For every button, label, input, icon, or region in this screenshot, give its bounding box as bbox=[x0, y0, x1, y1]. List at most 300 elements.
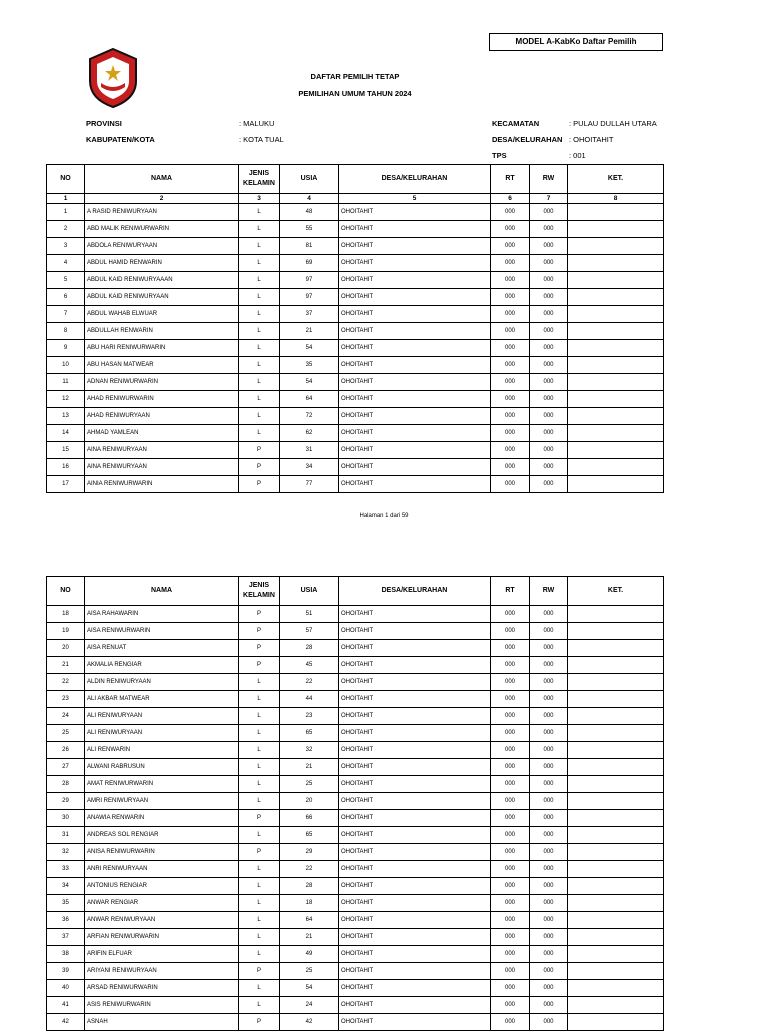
cell-rw: 000 bbox=[530, 255, 568, 272]
cell-desa: OHOITAHIT bbox=[339, 674, 491, 691]
cell-rw: 000 bbox=[530, 844, 568, 861]
cell-nama: AHAD RENIWURWARIN bbox=[85, 391, 239, 408]
cell-desa: OHOITAHIT bbox=[339, 725, 491, 742]
cell-nama: ABDUL HAMID RENWARIN bbox=[85, 255, 239, 272]
table-row bbox=[47, 640, 664, 657]
cell-jenis-kelamin: P bbox=[239, 810, 280, 827]
cell-no: 34 bbox=[47, 878, 85, 895]
cell-rt: 000 bbox=[491, 408, 530, 425]
table-row bbox=[47, 708, 664, 725]
cell-ket bbox=[568, 980, 664, 997]
cell-nama: ALI RENIWURYAAN bbox=[85, 708, 239, 725]
cell-no: 38 bbox=[47, 946, 85, 963]
cell-rt: 000 bbox=[491, 674, 530, 691]
cell-desa: OHOITAHIT bbox=[339, 340, 491, 357]
cell-desa: OHOITAHIT bbox=[339, 221, 491, 238]
cell-ket bbox=[568, 459, 664, 476]
info-value: : MALUKU bbox=[239, 119, 275, 128]
cell-jenis-kelamin: L bbox=[239, 306, 280, 323]
column-number: 5 bbox=[339, 194, 491, 204]
cell-jenis-kelamin: P bbox=[239, 476, 280, 493]
cell-nama: AKMALIA RENGIAR bbox=[85, 657, 239, 674]
cell-rt: 000 bbox=[491, 997, 530, 1014]
cell-nama: ABDUL KAID RENIWURYAAAN bbox=[85, 272, 239, 289]
cell-ket bbox=[568, 340, 664, 357]
cell-ket bbox=[568, 408, 664, 425]
cell-ket bbox=[568, 204, 664, 221]
cell-no: 40 bbox=[47, 980, 85, 997]
table-row bbox=[47, 606, 664, 623]
cell-rt: 000 bbox=[491, 323, 530, 340]
cell-no: 14 bbox=[47, 425, 85, 442]
cell-no: 25 bbox=[47, 725, 85, 742]
cell-jenis-kelamin: P bbox=[239, 442, 280, 459]
cell-ket bbox=[568, 929, 664, 946]
cell-rt: 000 bbox=[491, 827, 530, 844]
cell-rw: 000 bbox=[530, 742, 568, 759]
info-label: KECAMATAN bbox=[492, 119, 540, 128]
table-row bbox=[47, 476, 664, 493]
cell-jenis-kelamin: L bbox=[239, 340, 280, 357]
cell-rt: 000 bbox=[491, 929, 530, 946]
cell-nama: AINA RENIWURYAAN bbox=[85, 459, 239, 476]
column-number: 2 bbox=[85, 194, 239, 204]
cell-ket bbox=[568, 844, 664, 861]
cell-rw: 000 bbox=[530, 204, 568, 221]
cell-rw: 000 bbox=[530, 289, 568, 306]
cell-rt: 000 bbox=[491, 912, 530, 929]
cell-nama: A RASID RENIWURYAAN bbox=[85, 204, 239, 221]
cell-rt: 000 bbox=[491, 640, 530, 657]
info-row-kabupaten bbox=[86, 132, 284, 148]
cell-ket bbox=[568, 776, 664, 793]
cell-jenis-kelamin: L bbox=[239, 793, 280, 810]
cell-ket bbox=[568, 657, 664, 674]
table-row bbox=[47, 408, 664, 425]
cell-jenis-kelamin: L bbox=[239, 912, 280, 929]
cell-rt: 000 bbox=[491, 391, 530, 408]
cell-no: 35 bbox=[47, 895, 85, 912]
cell-desa: OHOITAHIT bbox=[339, 459, 491, 476]
cell-no: 39 bbox=[47, 963, 85, 980]
cell-nama: ARIYANI RENIWURYAAN bbox=[85, 963, 239, 980]
header-rt: RT bbox=[491, 577, 530, 606]
cell-nama: ARIFIN ELFUAR bbox=[85, 946, 239, 963]
cell-rw: 000 bbox=[530, 442, 568, 459]
cell-no: 24 bbox=[47, 708, 85, 725]
column-number: 7 bbox=[530, 194, 568, 204]
cell-desa: OHOITAHIT bbox=[339, 742, 491, 759]
cell-nama: ABU HARI RENIWURWARIN bbox=[85, 340, 239, 357]
cell-ket bbox=[568, 861, 664, 878]
cell-no: 22 bbox=[47, 674, 85, 691]
cell-rw: 000 bbox=[530, 827, 568, 844]
table-row bbox=[47, 272, 664, 289]
cell-usia: 45 bbox=[280, 657, 339, 674]
cell-desa: OHOITAHIT bbox=[339, 408, 491, 425]
cell-nama: ANDREAS SOL RENGIAR bbox=[85, 827, 239, 844]
cell-desa: OHOITAHIT bbox=[339, 306, 491, 323]
region-info-left bbox=[86, 116, 284, 148]
cell-jenis-kelamin: L bbox=[239, 929, 280, 946]
title-line-1: DAFTAR PEMILIH TETAP bbox=[310, 72, 400, 81]
cell-ket bbox=[568, 391, 664, 408]
cell-no: 36 bbox=[47, 912, 85, 929]
voter-table-page-2 bbox=[46, 576, 664, 1031]
cell-nama: ARSAD RENIWURWARIN bbox=[85, 980, 239, 997]
cell-jenis-kelamin: L bbox=[239, 827, 280, 844]
document-title bbox=[250, 68, 460, 102]
cell-ket bbox=[568, 255, 664, 272]
header-nama: NAMA bbox=[85, 577, 239, 606]
cell-desa: OHOITAHIT bbox=[339, 204, 491, 221]
cell-rt: 000 bbox=[491, 742, 530, 759]
cell-rw: 000 bbox=[530, 476, 568, 493]
table-row bbox=[47, 1014, 664, 1031]
info-value: : OHOITAHIT bbox=[569, 135, 614, 144]
cell-usia: 54 bbox=[280, 340, 339, 357]
cell-rw: 000 bbox=[530, 374, 568, 391]
cell-ket bbox=[568, 793, 664, 810]
cell-usia: 81 bbox=[280, 238, 339, 255]
cell-nama: ALI RENIWURYAAN bbox=[85, 725, 239, 742]
header-jenis-line1: JENIS bbox=[248, 170, 270, 177]
cell-jenis-kelamin: L bbox=[239, 997, 280, 1014]
cell-jenis-kelamin: L bbox=[239, 255, 280, 272]
cell-jenis-kelamin: L bbox=[239, 204, 280, 221]
table-row bbox=[47, 776, 664, 793]
cell-ket bbox=[568, 1014, 664, 1031]
cell-usia: 54 bbox=[280, 980, 339, 997]
cell-jenis-kelamin: L bbox=[239, 221, 280, 238]
cell-desa: OHOITAHIT bbox=[339, 963, 491, 980]
table-row bbox=[47, 997, 664, 1014]
region-info-right bbox=[492, 116, 657, 164]
cell-no: 20 bbox=[47, 640, 85, 657]
header-jenis-line1: JENIS bbox=[248, 582, 270, 589]
cell-rw: 000 bbox=[530, 623, 568, 640]
cell-nama: AMRI RENIWURYAAN bbox=[85, 793, 239, 810]
table-row bbox=[47, 827, 664, 844]
cell-rw: 000 bbox=[530, 776, 568, 793]
table-row bbox=[47, 691, 664, 708]
cell-rt: 000 bbox=[491, 340, 530, 357]
voter-rows-page-2 bbox=[47, 606, 664, 1031]
cell-usia: 29 bbox=[280, 844, 339, 861]
kpu-logo bbox=[86, 47, 140, 109]
cell-jenis-kelamin: P bbox=[239, 844, 280, 861]
cell-no: 37 bbox=[47, 929, 85, 946]
header-rw: RW bbox=[530, 165, 568, 194]
cell-nama: ALI AKBAR MATWEAR bbox=[85, 691, 239, 708]
cell-jenis-kelamin: P bbox=[239, 640, 280, 657]
cell-rw: 000 bbox=[530, 759, 568, 776]
table-row bbox=[47, 340, 664, 357]
cell-no: 41 bbox=[47, 997, 85, 1014]
cell-nama: AINA RENIWURYAAN bbox=[85, 442, 239, 459]
cell-usia: 55 bbox=[280, 221, 339, 238]
cell-desa: OHOITAHIT bbox=[339, 776, 491, 793]
cell-desa: OHOITAHIT bbox=[339, 357, 491, 374]
table-row bbox=[47, 425, 664, 442]
header-desa: DESA/KELURAHAN bbox=[339, 165, 491, 194]
cell-rt: 000 bbox=[491, 289, 530, 306]
table-row bbox=[47, 878, 664, 895]
header-no: NO bbox=[47, 577, 85, 606]
cell-ket bbox=[568, 725, 664, 742]
title-line-2: PEMILIHAN UMUM TAHUN 2024 bbox=[298, 89, 412, 98]
table-row bbox=[47, 725, 664, 742]
cell-usia: 21 bbox=[280, 929, 339, 946]
header-desa: DESA/KELURAHAN bbox=[339, 577, 491, 606]
cell-usia: 51 bbox=[280, 606, 339, 623]
cell-rt: 000 bbox=[491, 810, 530, 827]
voter-rows-page-1 bbox=[47, 204, 664, 493]
cell-usia: 25 bbox=[280, 963, 339, 980]
cell-rt: 000 bbox=[491, 793, 530, 810]
cell-rw: 000 bbox=[530, 997, 568, 1014]
info-label: PROVINSI bbox=[86, 119, 122, 128]
cell-no: 31 bbox=[47, 827, 85, 844]
cell-rt: 000 bbox=[491, 357, 530, 374]
column-number: 8 bbox=[568, 194, 664, 204]
cell-ket bbox=[568, 238, 664, 255]
cell-rt: 000 bbox=[491, 425, 530, 442]
cell-rw: 000 bbox=[530, 793, 568, 810]
cell-no: 32 bbox=[47, 844, 85, 861]
cell-usia: 37 bbox=[280, 306, 339, 323]
cell-no: 42 bbox=[47, 1014, 85, 1031]
cell-ket bbox=[568, 442, 664, 459]
table-header-row bbox=[47, 165, 664, 194]
cell-rw: 000 bbox=[530, 1014, 568, 1031]
cell-jenis-kelamin: P bbox=[239, 1014, 280, 1031]
table-row bbox=[47, 306, 664, 323]
cell-rt: 000 bbox=[491, 980, 530, 997]
cell-jenis-kelamin: L bbox=[239, 323, 280, 340]
cell-rt: 000 bbox=[491, 623, 530, 640]
table-row bbox=[47, 391, 664, 408]
table-row bbox=[47, 221, 664, 238]
cell-no: 15 bbox=[47, 442, 85, 459]
cell-ket bbox=[568, 357, 664, 374]
header-jenis-line2: KELAMIN bbox=[243, 592, 275, 599]
cell-ket bbox=[568, 946, 664, 963]
cell-rt: 000 bbox=[491, 759, 530, 776]
cell-usia: 23 bbox=[280, 708, 339, 725]
cell-usia: 24 bbox=[280, 997, 339, 1014]
table-row bbox=[47, 255, 664, 272]
cell-desa: OHOITAHIT bbox=[339, 997, 491, 1014]
cell-rt: 000 bbox=[491, 238, 530, 255]
cell-rt: 000 bbox=[491, 272, 530, 289]
info-row-desa bbox=[492, 132, 657, 148]
cell-desa: OHOITAHIT bbox=[339, 827, 491, 844]
cell-rw: 000 bbox=[530, 606, 568, 623]
table-row bbox=[47, 623, 664, 640]
cell-rw: 000 bbox=[530, 963, 568, 980]
cell-usia: 28 bbox=[280, 878, 339, 895]
cell-rt: 000 bbox=[491, 776, 530, 793]
cell-ket bbox=[568, 606, 664, 623]
table-row bbox=[47, 912, 664, 929]
cell-usia: 69 bbox=[280, 255, 339, 272]
cell-rt: 000 bbox=[491, 1014, 530, 1031]
cell-ket bbox=[568, 476, 664, 493]
cell-usia: 32 bbox=[280, 742, 339, 759]
cell-rt: 000 bbox=[491, 691, 530, 708]
cell-usia: 21 bbox=[280, 759, 339, 776]
cell-usia: 25 bbox=[280, 776, 339, 793]
cell-usia: 21 bbox=[280, 323, 339, 340]
cell-jenis-kelamin: P bbox=[239, 657, 280, 674]
cell-no: 29 bbox=[47, 793, 85, 810]
cell-usia: 28 bbox=[280, 640, 339, 657]
cell-jenis-kelamin: P bbox=[239, 623, 280, 640]
cell-desa: OHOITAHIT bbox=[339, 691, 491, 708]
cell-no: 17 bbox=[47, 476, 85, 493]
cell-desa: OHOITAHIT bbox=[339, 912, 491, 929]
cell-ket bbox=[568, 878, 664, 895]
cell-desa: OHOITAHIT bbox=[339, 708, 491, 725]
cell-rt: 000 bbox=[491, 606, 530, 623]
cell-ket bbox=[568, 759, 664, 776]
header-jenis-kelamin bbox=[239, 165, 280, 194]
cell-rt: 000 bbox=[491, 204, 530, 221]
cell-usia: 44 bbox=[280, 691, 339, 708]
cell-no: 10 bbox=[47, 357, 85, 374]
cell-nama: AHMAD YAMLEAN bbox=[85, 425, 239, 442]
cell-rw: 000 bbox=[530, 391, 568, 408]
cell-no: 16 bbox=[47, 459, 85, 476]
cell-usia: 97 bbox=[280, 272, 339, 289]
cell-usia: 64 bbox=[280, 391, 339, 408]
header-usia: USIA bbox=[280, 577, 339, 606]
cell-no: 23 bbox=[47, 691, 85, 708]
cell-rw: 000 bbox=[530, 459, 568, 476]
cell-nama: AISA RAHAWARIN bbox=[85, 606, 239, 623]
cell-ket bbox=[568, 623, 664, 640]
cell-usia: 72 bbox=[280, 408, 339, 425]
cell-rw: 000 bbox=[530, 691, 568, 708]
cell-jenis-kelamin: L bbox=[239, 776, 280, 793]
cell-nama: AISA RENUAT bbox=[85, 640, 239, 657]
form-model-label: MODEL A-KabKo Daftar Pemilih bbox=[489, 33, 663, 51]
cell-jenis-kelamin: P bbox=[239, 459, 280, 476]
cell-rw: 000 bbox=[530, 657, 568, 674]
cell-rw: 000 bbox=[530, 912, 568, 929]
header-jenis-kelamin bbox=[239, 577, 280, 606]
cell-rt: 000 bbox=[491, 844, 530, 861]
cell-rt: 000 bbox=[491, 221, 530, 238]
cell-nama: ANWAR RENIWURYAAN bbox=[85, 912, 239, 929]
cell-no: 9 bbox=[47, 340, 85, 357]
table-row bbox=[47, 980, 664, 997]
column-number-row bbox=[47, 194, 664, 204]
cell-nama: ABDUL WAHAB ELWUAR bbox=[85, 306, 239, 323]
cell-desa: OHOITAHIT bbox=[339, 810, 491, 827]
cell-ket bbox=[568, 691, 664, 708]
cell-desa: OHOITAHIT bbox=[339, 442, 491, 459]
header-rt: RT bbox=[491, 165, 530, 194]
cell-no: 33 bbox=[47, 861, 85, 878]
cell-desa: OHOITAHIT bbox=[339, 623, 491, 640]
cell-no: 4 bbox=[47, 255, 85, 272]
cell-rw: 000 bbox=[530, 323, 568, 340]
cell-desa: OHOITAHIT bbox=[339, 895, 491, 912]
cell-desa: OHOITAHIT bbox=[339, 425, 491, 442]
cell-nama: AMAT RENIWURWARIN bbox=[85, 776, 239, 793]
cell-usia: 57 bbox=[280, 623, 339, 640]
table-row bbox=[47, 238, 664, 255]
column-number: 3 bbox=[239, 194, 280, 204]
cell-desa: OHOITAHIT bbox=[339, 929, 491, 946]
cell-no: 13 bbox=[47, 408, 85, 425]
table-row bbox=[47, 674, 664, 691]
cell-no: 27 bbox=[47, 759, 85, 776]
cell-desa: OHOITAHIT bbox=[339, 657, 491, 674]
cell-rt: 000 bbox=[491, 476, 530, 493]
cell-rt: 000 bbox=[491, 657, 530, 674]
table-row bbox=[47, 793, 664, 810]
cell-desa: OHOITAHIT bbox=[339, 476, 491, 493]
cell-rw: 000 bbox=[530, 306, 568, 323]
cell-rt: 000 bbox=[491, 306, 530, 323]
table-row bbox=[47, 657, 664, 674]
cell-desa: OHOITAHIT bbox=[339, 272, 491, 289]
cell-usia: 77 bbox=[280, 476, 339, 493]
cell-nama: ABU HASAN MATWEAR bbox=[85, 357, 239, 374]
table-row bbox=[47, 810, 664, 827]
cell-rw: 000 bbox=[530, 674, 568, 691]
cell-rt: 000 bbox=[491, 963, 530, 980]
cell-jenis-kelamin: L bbox=[239, 408, 280, 425]
cell-no: 26 bbox=[47, 742, 85, 759]
cell-desa: OHOITAHIT bbox=[339, 640, 491, 657]
cell-ket bbox=[568, 708, 664, 725]
table-row bbox=[47, 323, 664, 340]
cell-usia: 20 bbox=[280, 793, 339, 810]
cell-no: 30 bbox=[47, 810, 85, 827]
info-value: : 001 bbox=[569, 151, 586, 160]
cell-nama: ALDIN RENIWURYAAN bbox=[85, 674, 239, 691]
cell-ket bbox=[568, 306, 664, 323]
cell-usia: 18 bbox=[280, 895, 339, 912]
cell-nama: ANWAR RENGIAR bbox=[85, 895, 239, 912]
cell-jenis-kelamin: L bbox=[239, 946, 280, 963]
cell-jenis-kelamin: L bbox=[239, 725, 280, 742]
cell-jenis-kelamin: L bbox=[239, 238, 280, 255]
header-nama: NAMA bbox=[85, 165, 239, 194]
cell-rw: 000 bbox=[530, 946, 568, 963]
cell-ket bbox=[568, 272, 664, 289]
cell-ket bbox=[568, 374, 664, 391]
cell-ket bbox=[568, 323, 664, 340]
info-label: KABUPATEN/KOTA bbox=[86, 135, 155, 144]
cell-nama: ALI RENWARIN bbox=[85, 742, 239, 759]
cell-nama: ABDULLAH RENWARIN bbox=[85, 323, 239, 340]
cell-nama: ANISA RENIWURWARIN bbox=[85, 844, 239, 861]
cell-rt: 000 bbox=[491, 442, 530, 459]
cell-jenis-kelamin: L bbox=[239, 391, 280, 408]
cell-jenis-kelamin: L bbox=[239, 289, 280, 306]
cell-rt: 000 bbox=[491, 895, 530, 912]
cell-desa: OHOITAHIT bbox=[339, 391, 491, 408]
table-row bbox=[47, 895, 664, 912]
header-usia: USIA bbox=[280, 165, 339, 194]
cell-jenis-kelamin: L bbox=[239, 861, 280, 878]
cell-jenis-kelamin: L bbox=[239, 742, 280, 759]
